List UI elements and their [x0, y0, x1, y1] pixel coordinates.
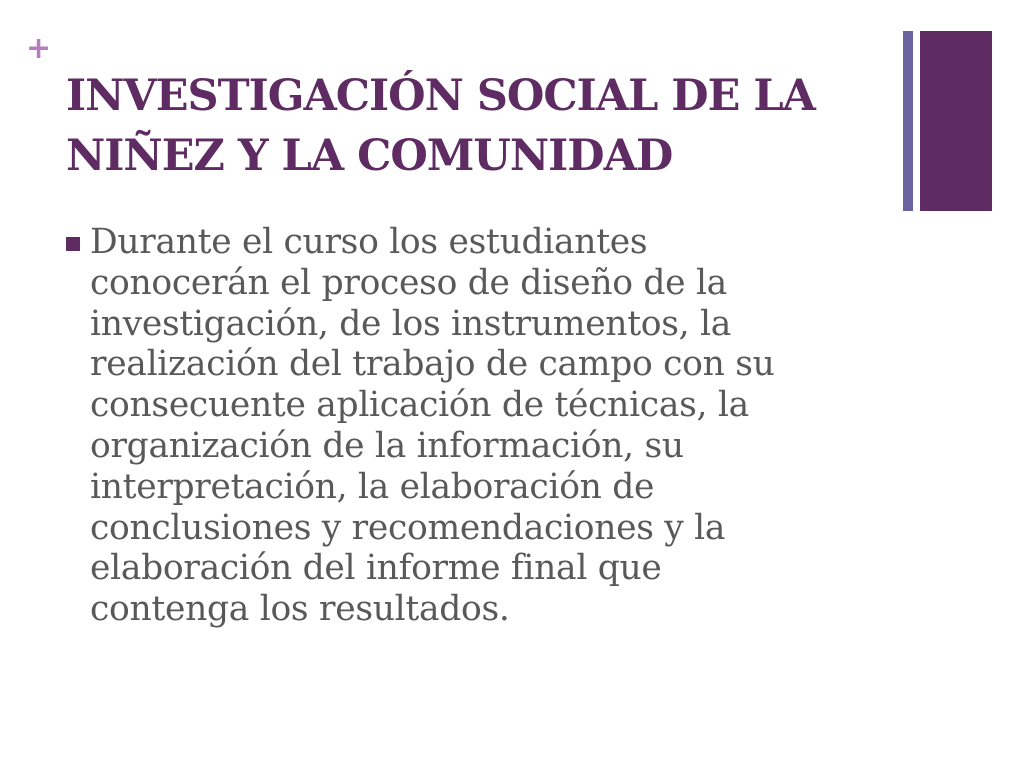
bullet-text: [90, 222, 886, 630]
body-line: consecuente aplicación de técnicas, la: [90, 385, 749, 426]
plus-icon: +: [26, 31, 52, 66]
decorative-bar-thin: [903, 31, 913, 211]
slide-title: [66, 66, 896, 186]
bullet-list: [66, 222, 886, 630]
title-line: NIÑEZ Y LA COMUNIDAD: [66, 131, 673, 181]
title-line: INVESTIGACIÓN SOCIAL DE LA: [66, 71, 815, 121]
body-line: elaboración del informe final que: [90, 548, 662, 589]
body-line: investigación, de los instrumentos, la: [90, 303, 732, 344]
body-line: conclusiones y recomendaciones y la: [90, 507, 726, 548]
body-line: Durante el curso los estudiantes: [90, 222, 648, 262]
body-line: realización del trabajo de campo con su: [90, 344, 775, 385]
body-line: contenga los resultados.: [90, 589, 510, 630]
body-line: interpretación, la elaboración de: [90, 466, 655, 507]
body-line: conocerán el proceso de diseño de la: [90, 262, 727, 303]
body-line: organización de la información, su: [90, 425, 684, 466]
decorative-bar-thick: [920, 31, 992, 211]
bullet-item: [66, 222, 886, 630]
square-bullet-icon: [66, 237, 80, 251]
